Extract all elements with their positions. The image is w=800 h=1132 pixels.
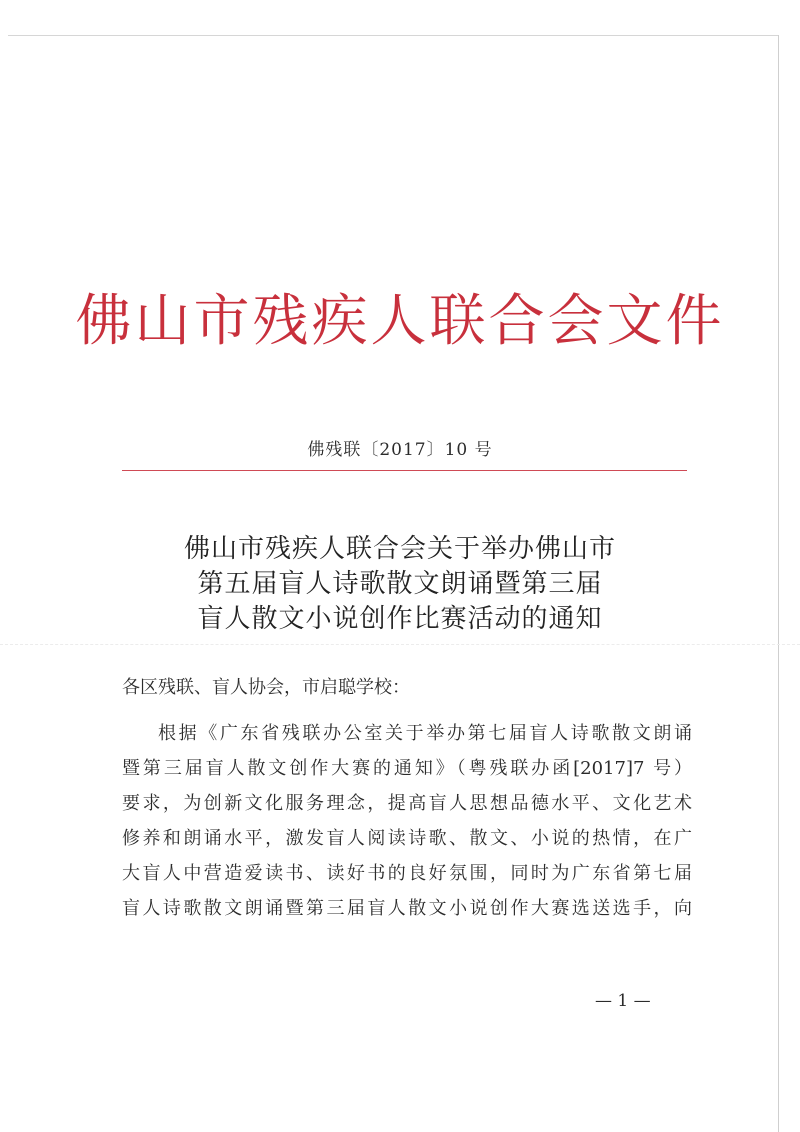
body-text (122, 716, 692, 926)
title-line: 第五届盲人诗歌散文朗诵暨第三届 (197, 569, 603, 599)
title-line: 盲人散文小说创作比赛活动的通知 (197, 604, 603, 634)
document-number: 佛残联〔2017〕10 号 (307, 440, 493, 460)
body-line: 盲人诗歌散文朗诵暨第三届盲人散文小说创作大赛选送选手，向 (122, 898, 692, 919)
body-line: 暨第三届盲人散文创作大赛的通知》（粤残联办函[2017]7 号） (122, 758, 692, 779)
document-header-title: 佛山市残疾人联合会文件 (75, 289, 725, 354)
body-line: 大盲人中营造爱读书、读好书的良好氛围，同时为广东省第七届 (122, 863, 692, 884)
document-title (0, 532, 800, 637)
body-line: 要求，为创新文化服务理念，提高盲人思想品德水平、文化艺术 (122, 793, 692, 814)
red-separator-rule (122, 470, 687, 471)
page-number: — 1 — (595, 991, 651, 1011)
title-line: 佛山市残疾人联合会关于举办佛山市 (183, 534, 616, 564)
fold-line (0, 644, 800, 645)
body-line: 根据《广东省残联办公室关于举办第七届盲人诗歌散文朗诵 (158, 723, 692, 744)
body-line: 修养和朗诵水平，激发盲人阅读诗歌、散文、小说的热情，在广 (122, 828, 692, 849)
scan-edge-top (8, 35, 778, 36)
salutation: 各区残联、盲人协会，市启聪学校： (122, 677, 410, 698)
